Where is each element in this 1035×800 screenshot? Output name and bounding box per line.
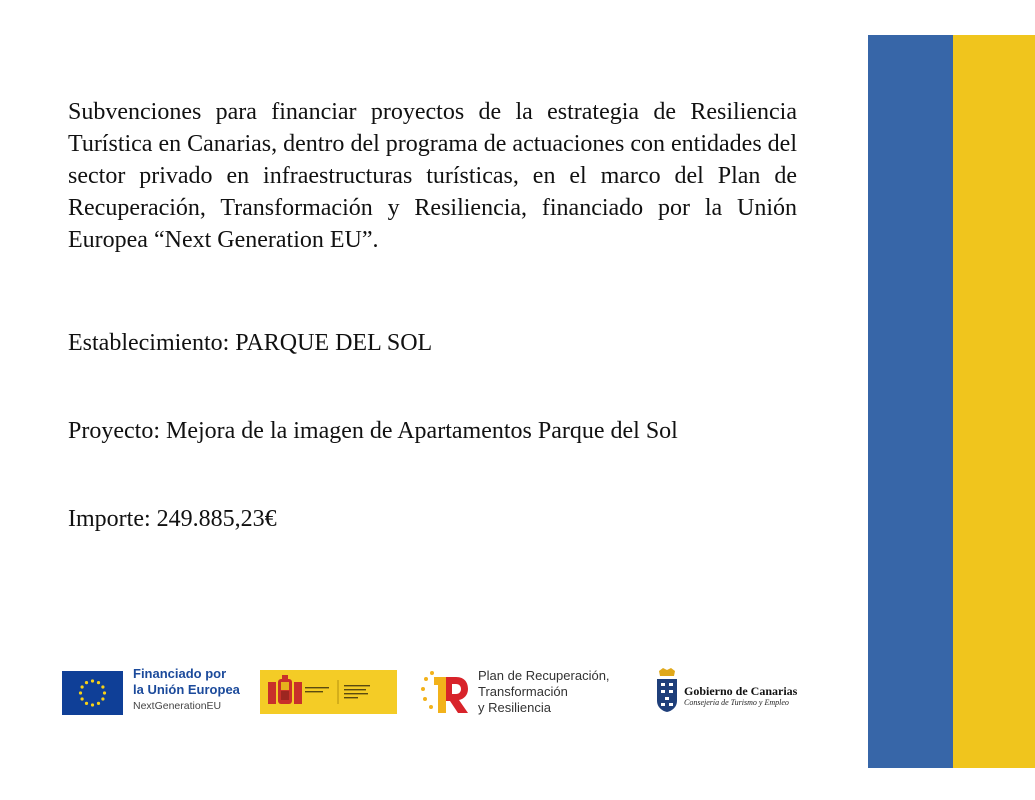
prtr-line2: Transformación	[478, 684, 568, 699]
canarias-name: Gobierno de Canarias	[684, 684, 798, 698]
canarias-label	[684, 684, 797, 708]
yellow-stripe	[953, 35, 1035, 768]
canarias-shield-icon	[655, 667, 679, 713]
eu-flag-icon	[62, 671, 123, 715]
intro-text: Subvenciones para financiar proyectos de la estrategia de Resiliencia Turística en Canarias, dentro del programa de actuaciones con entidades del sector privado en infraestructuras turísticas, en el marco del Plan de Recuperación, Transformación y Resiliencia, financiado por la Unión Europea “Next Generation EU”.	[68, 99, 797, 253]
project-line: Proyecto: Mejora de la imagen de Apartamentos Parque del Sol	[68, 418, 678, 444]
amount-line: Importe: 249.885,23€	[68, 506, 277, 532]
eu-label-line1: Financiado por	[133, 666, 227, 681]
eu-funding-label	[133, 666, 240, 714]
establishment-line: Establecimiento: PARQUE DEL SOL	[68, 330, 433, 356]
prtr-logo-mark-icon	[420, 669, 472, 715]
prtr-line1: Plan de Recuperación,	[478, 668, 610, 683]
gobierno-espana-logo	[260, 670, 397, 714]
blue-stripe	[868, 35, 953, 768]
eu-label-line2: la Unión Europea	[133, 682, 240, 697]
canarias-department: Consejería de Turismo y Empleo	[684, 698, 789, 707]
prtr-label	[478, 668, 610, 716]
eu-label-line3: NextGenerationEU	[133, 700, 222, 712]
prtr-line3: y Resiliencia	[478, 700, 551, 715]
